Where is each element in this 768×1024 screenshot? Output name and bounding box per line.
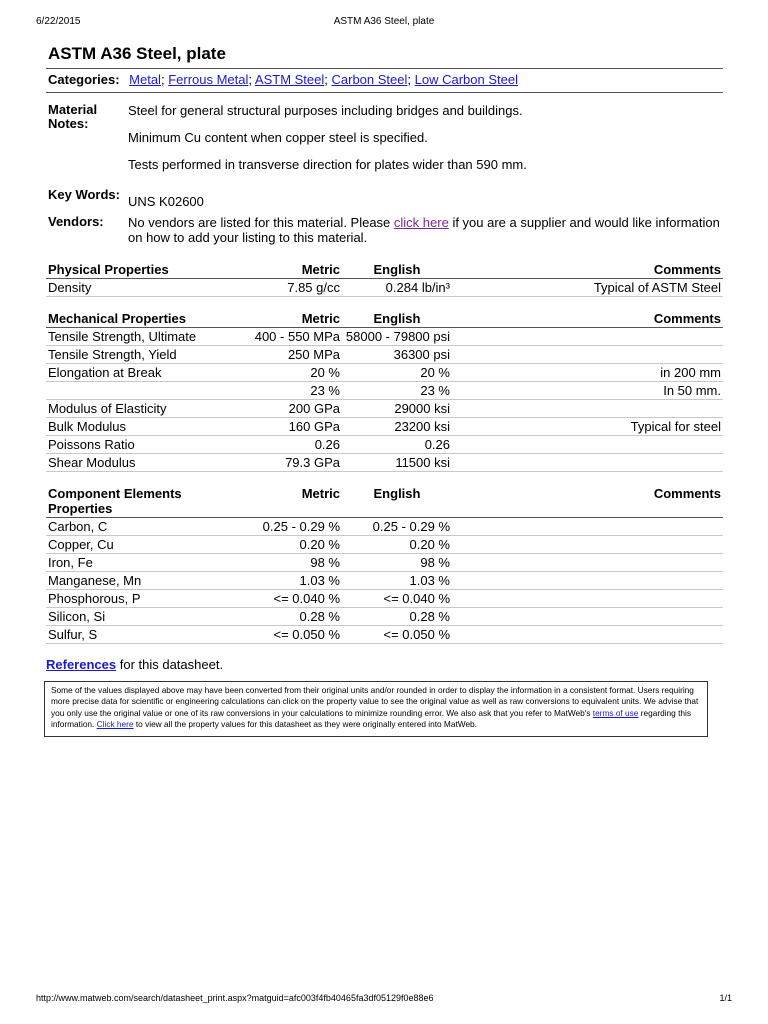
disclaimer-text: regarding this information. — [51, 707, 691, 730]
metric-value[interactable]: 79.3 GPa — [242, 454, 342, 472]
property-name: Manganese, Mn — [46, 572, 242, 590]
property-row — [46, 364, 723, 382]
property-name: Copper, Cu — [46, 536, 242, 554]
references-text: for this datasheet. — [116, 657, 224, 672]
category-link-astm-steel[interactable]: ASTM Steel — [254, 72, 325, 87]
vendors-text-before: No vendors are listed for this material. Please — [128, 215, 394, 230]
print-date: 6/22/2015 — [36, 16, 81, 27]
comments-column-header: Comments — [452, 486, 723, 518]
material-info — [46, 103, 723, 245]
property-comment — [452, 328, 723, 346]
category-link-low-carbon-steel[interactable]: Low Carbon Steel — [414, 72, 518, 87]
property-comment: In 50 mm. — [452, 382, 723, 400]
metric-value[interactable]: <= 0.050 % — [242, 626, 342, 644]
vendors-text-after: if you are a supplier and would like information on how to add your listing to this material. — [128, 215, 720, 245]
metric-value[interactable]: 250 MPa — [242, 346, 342, 364]
categories-divider — [46, 92, 723, 93]
category-link-ferrous-metal[interactable]: Ferrous Metal — [168, 72, 249, 87]
property-row — [46, 536, 723, 554]
property-comment: Typical for steel — [452, 418, 723, 436]
english-value[interactable]: 0.26 — [342, 436, 452, 454]
metric-value[interactable]: <= 0.040 % — [242, 590, 342, 608]
english-value[interactable]: 0.28 % — [342, 608, 452, 626]
english-value[interactable]: 36300 psi — [342, 346, 452, 364]
english-column-header: English — [342, 311, 452, 328]
property-comment — [452, 608, 723, 626]
section-title: Component Elements Properties — [46, 486, 242, 518]
property-name — [46, 382, 242, 400]
print-footer — [36, 993, 732, 1007]
metric-value[interactable]: 400 - 550 MPa — [242, 328, 342, 346]
property-row — [46, 328, 723, 346]
vendors-row — [46, 215, 723, 245]
print-url: http://www.matweb.com/search/datasheet_print.aspx?matguid=afc003f4fb40465fa3df05129f0e88e6 — [36, 993, 434, 1003]
property-row — [46, 590, 723, 608]
metric-value[interactable]: 1.03 % — [242, 572, 342, 590]
disclaimer-box — [44, 681, 708, 737]
properties-table — [46, 262, 723, 644]
property-row — [46, 400, 723, 418]
print-header — [36, 16, 732, 30]
section-title: Mechanical Properties — [46, 311, 242, 328]
vendor-click-here-link[interactable]: click here — [393, 215, 449, 230]
key-words-label: Key Words: — [48, 187, 120, 202]
page-number: 1/1 — [719, 993, 732, 1003]
vendors-text — [128, 215, 723, 245]
property-name: Elongation at Break — [46, 364, 242, 382]
section-spacer — [46, 297, 723, 312]
property-name: Poissons Ratio — [46, 436, 242, 454]
terms-of-use-link[interactable]: terms of use — [592, 707, 639, 718]
property-comment — [452, 626, 723, 644]
material-note: Steel for general structural purposes including bridges and buildings. — [128, 103, 523, 118]
english-value[interactable]: 58000 - 79800 psi — [342, 328, 452, 346]
datasheet — [46, 44, 723, 737]
vendors-label: Vendors: — [48, 214, 104, 229]
datasheet-title: ASTM A36 Steel, plate — [48, 44, 226, 63]
key-words-row — [46, 188, 723, 209]
material-notes-label: Material Notes: — [48, 102, 98, 131]
metric-value[interactable]: 0.20 % — [242, 536, 342, 554]
metric-column-header: Metric — [242, 262, 342, 279]
metric-value[interactable]: 0.25 - 0.29 % — [242, 518, 342, 536]
categories-label: Categories: — [48, 72, 120, 87]
english-value[interactable]: 11500 ksi — [342, 454, 452, 472]
section-header-row — [46, 311, 723, 328]
property-name: Bulk Modulus — [46, 418, 242, 436]
english-value[interactable]: 20 % — [342, 364, 452, 382]
material-note: Tests performed in transverse direction for plates wider than 590 mm. — [128, 157, 527, 172]
property-name: Carbon, C — [46, 518, 242, 536]
references-link[interactable]: References — [46, 657, 117, 672]
english-value[interactable]: 23 % — [342, 382, 452, 400]
category-link-carbon-steel[interactable]: Carbon Steel — [331, 72, 408, 87]
property-comment: Typical of ASTM Steel — [452, 279, 723, 297]
metric-value[interactable]: 0.26 — [242, 436, 342, 454]
property-comment — [452, 346, 723, 364]
print-page-title: ASTM A36 Steel, plate — [333, 16, 435, 27]
property-row — [46, 279, 723, 297]
category-link-metal[interactable]: Metal — [129, 72, 161, 87]
references-row — [46, 657, 723, 672]
categories-row — [46, 69, 723, 92]
section-title: Physical Properties — [46, 262, 242, 279]
property-comment — [452, 536, 723, 554]
section-header-row — [46, 262, 723, 279]
property-row — [46, 436, 723, 454]
property-row — [46, 608, 723, 626]
metric-value[interactable]: 200 GPa — [242, 400, 342, 418]
property-name: Silicon, Si — [46, 608, 242, 626]
english-value[interactable]: 0.284 lb/in³ — [342, 279, 452, 297]
metric-value[interactable]: 20 % — [242, 364, 342, 382]
property-name: Shear Modulus — [46, 454, 242, 472]
english-value[interactable]: 0.25 - 0.29 % — [342, 518, 452, 536]
property-name: Iron, Fe — [46, 554, 242, 572]
material-notes — [128, 103, 723, 184]
english-column-header: English — [342, 262, 452, 279]
property-comment — [452, 436, 723, 454]
material-note: Minimum Cu content when copper steel is specified. — [128, 130, 428, 145]
key-words-value: UNS K02600 — [128, 194, 204, 209]
english-value[interactable]: 1.03 % — [342, 572, 452, 590]
property-name: Sulfur, S — [46, 626, 242, 644]
material-notes-row — [46, 103, 723, 184]
property-row — [46, 382, 723, 400]
click-here-link[interactable]: Click here — [96, 719, 134, 730]
property-row — [46, 518, 723, 536]
property-name: Tensile Strength, Ultimate — [46, 328, 242, 346]
property-row — [46, 346, 723, 364]
comments-column-header: Comments — [452, 311, 723, 328]
property-comment — [452, 572, 723, 590]
property-comment — [452, 400, 723, 418]
english-column-header: English — [342, 486, 452, 518]
comments-column-header: Comments — [452, 262, 723, 279]
section-spacer — [46, 472, 723, 487]
property-row — [46, 418, 723, 436]
property-name: Modulus of Elasticity — [46, 400, 242, 418]
property-comment — [452, 518, 723, 536]
section-header-row — [46, 486, 723, 518]
property-name: Phosphorous, P — [46, 590, 242, 608]
english-value[interactable]: <= 0.040 % — [342, 590, 452, 608]
property-comment — [452, 454, 723, 472]
category-links: Metal; Ferrous Metal; ASTM Steel; Carbon Steel; Low Carbon Steel — [129, 72, 518, 87]
property-comment: in 200 mm — [452, 364, 723, 382]
property-row — [46, 554, 723, 572]
english-value[interactable]: 0.20 % — [342, 536, 452, 554]
english-value[interactable]: 29000 ksi — [342, 400, 452, 418]
property-row — [46, 454, 723, 472]
property-comment — [452, 554, 723, 572]
metric-value[interactable]: 23 % — [242, 382, 342, 400]
metric-value[interactable]: 98 % — [242, 554, 342, 572]
english-value[interactable]: 23200 ksi — [342, 418, 452, 436]
property-name: Tensile Strength, Yield — [46, 346, 242, 364]
disclaimer-text: to view all the property values for this datasheet as they were originally entered into MatWeb. — [133, 719, 477, 730]
metric-column-header: Metric — [242, 486, 342, 518]
property-row — [46, 626, 723, 644]
metric-value[interactable]: 160 GPa — [242, 418, 342, 436]
english-value[interactable]: <= 0.050 % — [342, 626, 452, 644]
disclaimer-text: Some of the values displayed above may have been converted from their original units and/or rounded in order to display the information in a consistent format. Users requiring more precise data for scientific or engineering calculations can click on the property value to see the original value as well as raw conversions to equivalent units. We advise that you only use the original value or one of its raw conversions in your calculations to minimize rounding error. We also ask that you refer to MatWeb's — [51, 685, 699, 718]
metric-value[interactable]: 0.28 % — [242, 608, 342, 626]
english-value[interactable]: 98 % — [342, 554, 452, 572]
property-name: Density — [46, 279, 242, 297]
property-comment — [452, 590, 723, 608]
property-row — [46, 572, 723, 590]
metric-column-header: Metric — [242, 311, 342, 328]
metric-value[interactable]: 7.85 g/cc — [242, 279, 342, 297]
